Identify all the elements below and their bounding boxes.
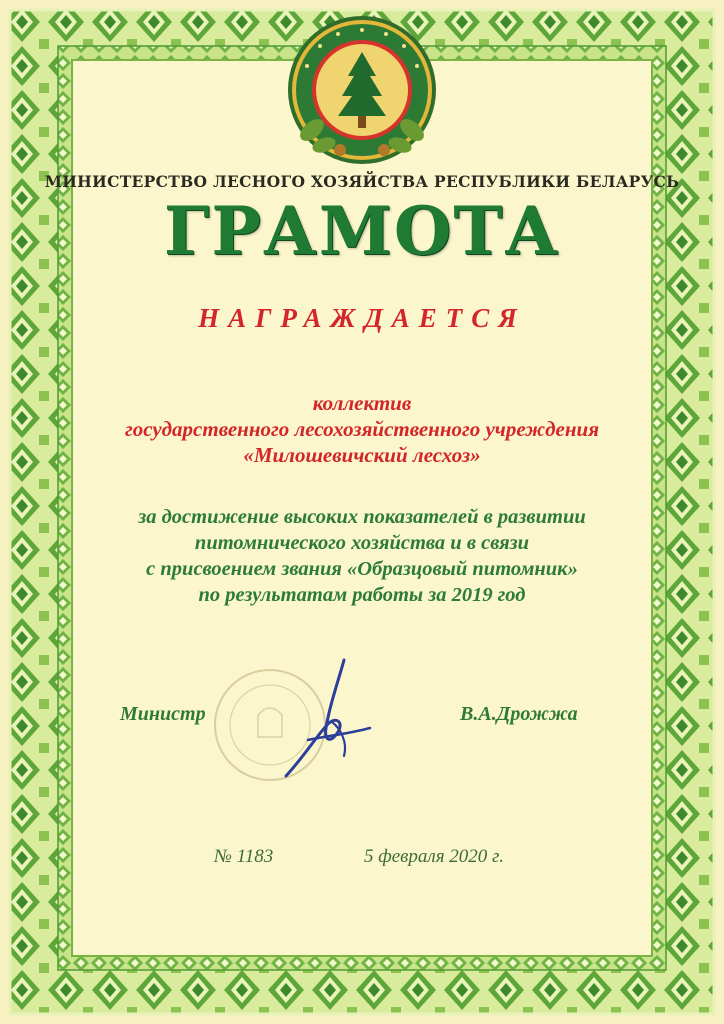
signatory-name: В.А.Дрожжа bbox=[460, 703, 578, 725]
recipient-block bbox=[0, 390, 724, 468]
signature-icon bbox=[278, 652, 378, 784]
awarded-heading: НАГРАЖДАЕТСЯ bbox=[198, 303, 526, 333]
recipient-line: коллектив bbox=[312, 391, 412, 415]
certificate-date: 5 февраля 2020 г. bbox=[364, 846, 504, 867]
ministry-name: МИНИСТЕРСТВО ЛЕСНОГО ХОЗЯЙСТВА РЕСПУБЛИКИ БЕЛАРУСЬ bbox=[44, 172, 680, 191]
reason-line: по результатам работы за 2019 год bbox=[198, 584, 526, 606]
reason-line: питомнического хозяйства и в связи bbox=[194, 532, 530, 554]
reason-line: за достижение высоких показателей в развитии bbox=[138, 506, 586, 528]
reason-line: с присвоением звания «Образцовый питомник» bbox=[146, 558, 578, 580]
recipient-line: государственного лесохозяйственного учреждения bbox=[124, 417, 600, 441]
ministry-emblem-icon bbox=[282, 10, 442, 170]
signatory-role: Министр bbox=[120, 703, 206, 725]
reason-block bbox=[0, 504, 724, 608]
recipient-line: «Милошевичский лесхоз» bbox=[243, 443, 481, 467]
certificate-number: № 1183 bbox=[214, 846, 274, 867]
document-title: ГРАМОТА bbox=[163, 192, 561, 270]
